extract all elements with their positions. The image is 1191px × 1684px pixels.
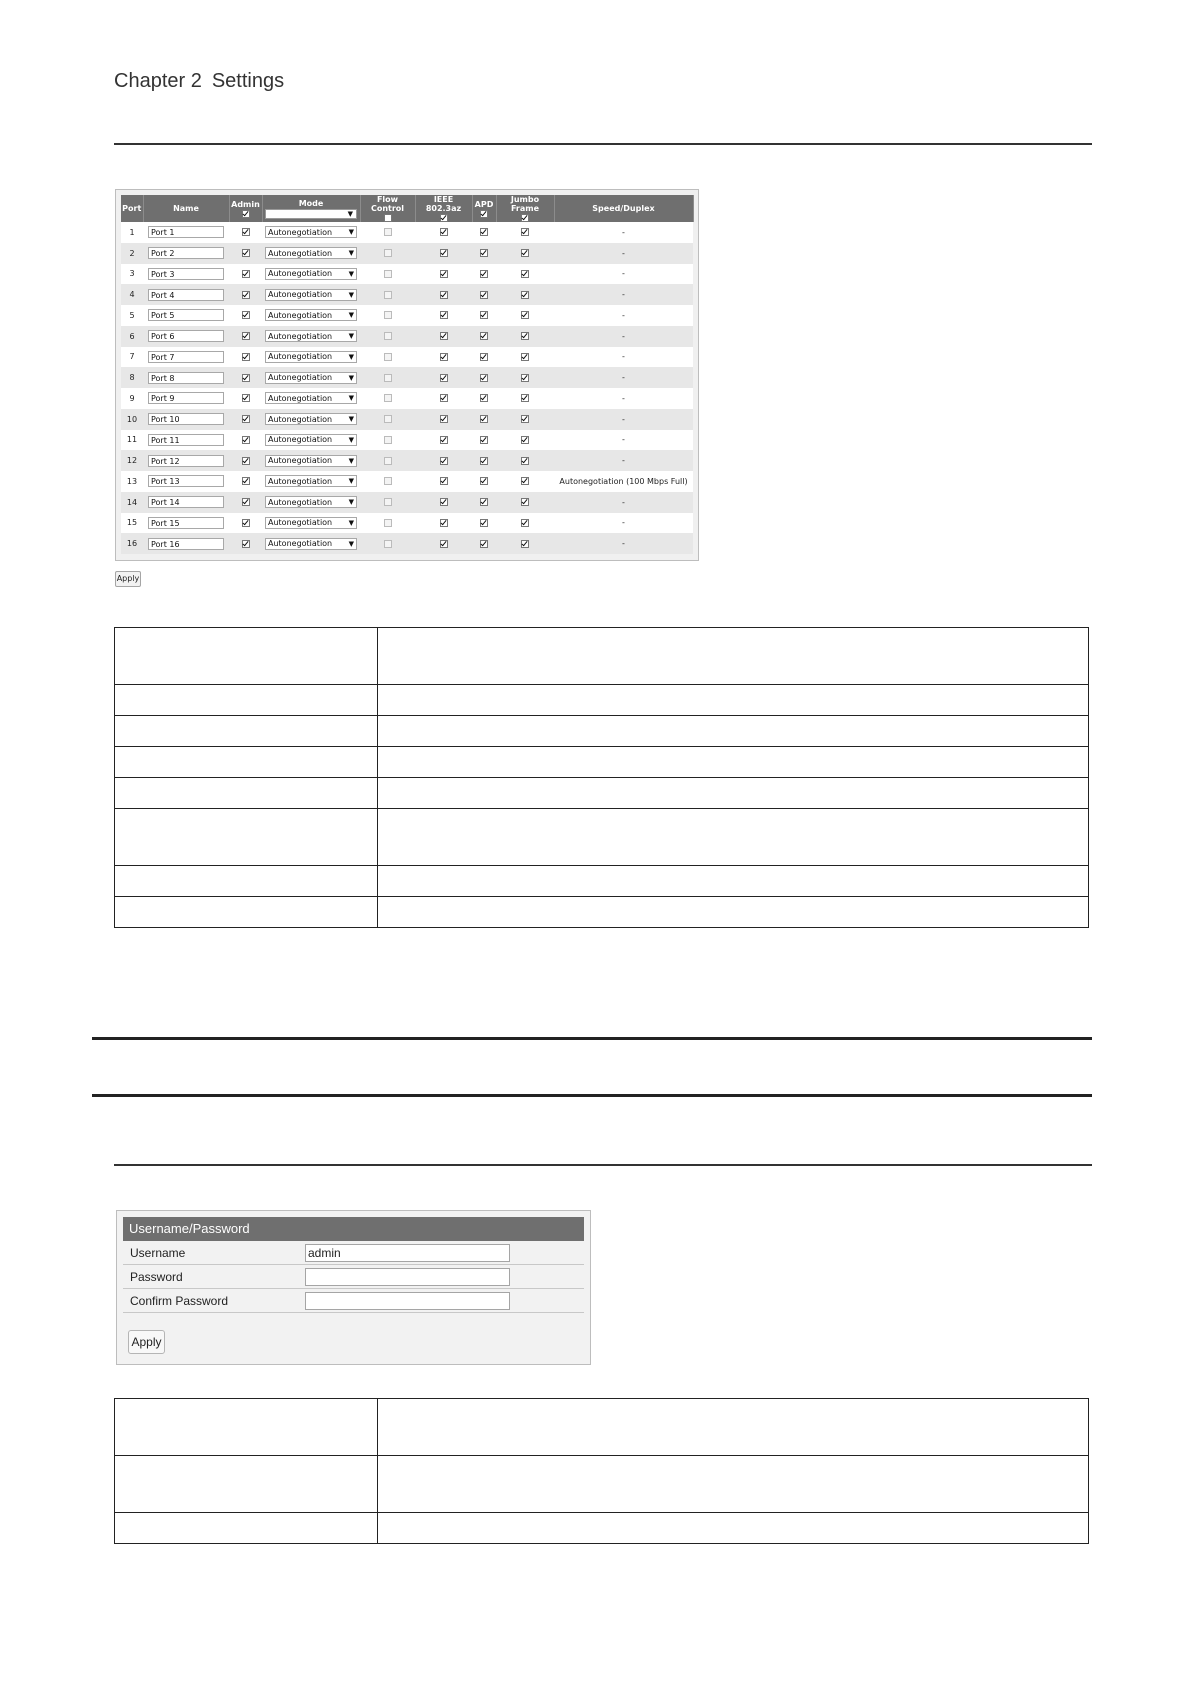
admin-checkbox[interactable] [242, 332, 250, 340]
mode-value: Autonegotiation [268, 227, 333, 237]
flow-control-checkbox[interactable] [384, 415, 392, 423]
dropdown-arrow-icon: ▼ [348, 373, 354, 382]
admin-checkbox[interactable] [242, 270, 250, 278]
mode-select[interactable] [265, 226, 357, 238]
admin-checkbox[interactable] [242, 415, 250, 423]
port-name-input[interactable]: Port 10 [148, 413, 224, 425]
dropdown-arrow-icon: ▼ [348, 539, 354, 548]
username-row [123, 1241, 584, 1265]
eee-all-checkbox[interactable] [440, 214, 448, 222]
mode-value: Autonegotiation [268, 456, 333, 466]
user-description-table [114, 1398, 1089, 1544]
apd-checkbox[interactable] [480, 394, 488, 402]
dropdown-arrow-icon: ▼ [348, 477, 354, 486]
admin-checkbox[interactable] [242, 394, 250, 402]
port-number: 13 [121, 471, 143, 492]
section-rule [114, 143, 1092, 145]
port-number: 1 [121, 222, 143, 243]
dropdown-arrow-icon: ▼ [348, 311, 354, 320]
jumbo-frame-checkbox[interactable] [521, 519, 529, 527]
admin-checkbox[interactable] [242, 228, 250, 236]
table-row [121, 347, 693, 368]
port-name-input[interactable]: Port 16 [148, 538, 224, 550]
table-row [121, 430, 693, 451]
dropdown-arrow-icon: ▼ [348, 435, 354, 444]
port-number: 10 [121, 409, 143, 430]
table-row [121, 243, 693, 264]
password-input[interactable] [305, 1268, 510, 1286]
dropdown-arrow-icon: ▼ [348, 332, 354, 341]
username-label: Username [130, 1246, 186, 1260]
admin-checkbox[interactable] [242, 477, 250, 485]
speed-duplex-value: - [554, 450, 693, 471]
eee-checkbox[interactable] [440, 477, 448, 485]
speed-duplex-value: - [554, 430, 693, 451]
dropdown-arrow-icon: ▼ [348, 518, 354, 527]
port-name-input[interactable]: Port 11 [148, 434, 224, 446]
table-row [121, 409, 693, 430]
jumbo-frame-checkbox[interactable] [521, 270, 529, 278]
col-eee: IEEE 802.3az [415, 195, 472, 222]
admin-checkbox[interactable] [242, 519, 250, 527]
apd-checkbox[interactable] [480, 249, 488, 257]
port-name-input[interactable]: Port 4 [148, 289, 224, 301]
chapter-heading [114, 70, 284, 93]
flow-control-checkbox[interactable] [384, 270, 392, 278]
panel-title: Username/Password [123, 1217, 584, 1241]
eee-checkbox[interactable] [440, 249, 448, 257]
port-name-input[interactable]: Port 2 [148, 247, 224, 259]
col-mode: Mode ▼ [262, 195, 360, 222]
port-settings-table [121, 195, 694, 554]
mode-select[interactable] [265, 455, 357, 467]
col-admin: Admin [229, 195, 262, 222]
flow-control-checkbox[interactable] [384, 353, 392, 361]
port-name-input[interactable]: Port 9 [148, 392, 224, 404]
table-row [121, 513, 693, 534]
user-apply-button[interactable]: Apply [128, 1330, 165, 1354]
apd-checkbox[interactable] [480, 374, 488, 382]
port-number: 12 [121, 450, 143, 471]
admin-checkbox[interactable] [242, 311, 250, 319]
confirm-password-row [123, 1289, 584, 1313]
dropdown-arrow-icon: ▼ [348, 394, 354, 403]
table-row [115, 866, 1089, 897]
jumbo-frame-checkbox[interactable] [521, 436, 529, 444]
speed-duplex-value: Autonegotiation (100 Mbps Full) [554, 471, 693, 492]
dropdown-arrow-icon: ▼ [348, 352, 354, 361]
col-flow-control: Flow Control [360, 195, 415, 222]
table-row [115, 685, 1089, 716]
port-number: 16 [121, 533, 143, 554]
apd-checkbox[interactable] [480, 228, 488, 236]
jumbo-frame-checkbox[interactable] [521, 374, 529, 382]
eee-checkbox[interactable] [440, 540, 448, 548]
dropdown-arrow-icon: ▼ [348, 249, 354, 258]
mode-value: Autonegotiation [268, 539, 333, 549]
table-row [121, 533, 693, 554]
mode-value: Autonegotiation [268, 518, 333, 528]
port-name-input[interactable]: Port 13 [148, 475, 224, 487]
flow-control-checkbox[interactable] [384, 291, 392, 299]
confirm-password-input[interactable] [305, 1292, 510, 1310]
flow-control-checkbox[interactable] [384, 374, 392, 382]
port-name-input[interactable]: Port 14 [148, 496, 224, 508]
admin-checkbox[interactable] [242, 436, 250, 444]
jumbo-frame-checkbox[interactable] [521, 394, 529, 402]
admin-checkbox[interactable] [242, 353, 250, 361]
table-row [115, 716, 1089, 747]
apd-checkbox[interactable] [480, 353, 488, 361]
flow-control-checkbox[interactable] [384, 498, 392, 506]
eee-checkbox[interactable] [440, 270, 448, 278]
port-name-input[interactable]: Port 6 [148, 330, 224, 342]
table-row [115, 1456, 1089, 1513]
port-name-input[interactable]: Port 8 [148, 372, 224, 384]
admin-checkbox[interactable] [242, 291, 250, 299]
port-number: 9 [121, 388, 143, 409]
table-row [115, 897, 1089, 928]
eee-checkbox[interactable] [440, 291, 448, 299]
table-row [115, 747, 1089, 778]
eee-checkbox[interactable] [440, 519, 448, 527]
mode-select[interactable] [265, 309, 357, 321]
eee-checkbox[interactable] [440, 353, 448, 361]
col-speed-duplex: Speed/Duplex [554, 195, 693, 222]
table-row [121, 284, 693, 305]
mode-select[interactable] [265, 372, 357, 384]
table-row [121, 326, 693, 347]
eee-checkbox[interactable] [440, 228, 448, 236]
section-rule-bottom [92, 1094, 1092, 1097]
dropdown-arrow-icon: ▼ [348, 269, 354, 278]
speed-duplex-value: - [554, 367, 693, 388]
port-number: 11 [121, 430, 143, 451]
table-header-row [121, 195, 693, 222]
mode-select[interactable] [265, 351, 357, 363]
dropdown-arrow-icon: ▼ [348, 498, 354, 507]
apd-checkbox[interactable] [480, 270, 488, 278]
mode-value: Autonegotiation [268, 435, 333, 445]
flow-control-checkbox[interactable] [384, 332, 392, 340]
speed-duplex-value: - [554, 305, 693, 326]
apd-checkbox[interactable] [480, 457, 488, 465]
eee-checkbox[interactable] [440, 498, 448, 506]
table-row [121, 471, 693, 492]
table-row [115, 809, 1089, 866]
speed-duplex-value: - [554, 326, 693, 347]
jumbo-frame-checkbox[interactable] [521, 228, 529, 236]
table-row [121, 492, 693, 513]
dropdown-arrow-icon: ▼ [348, 456, 354, 465]
chapter-title: Settings [211, 70, 285, 92]
mode-value: Autonegotiation [268, 393, 333, 403]
mode-value: Autonegotiation [268, 497, 333, 507]
jumbo-frame-checkbox[interactable] [521, 415, 529, 423]
port-number: 5 [121, 305, 143, 326]
flow-control-all-checkbox[interactable] [384, 214, 392, 222]
eee-checkbox[interactable] [440, 374, 448, 382]
admin-checkbox[interactable] [242, 457, 250, 465]
table-row [121, 264, 693, 285]
eee-checkbox[interactable] [440, 457, 448, 465]
chapter-number: Chapter 2 [114, 70, 202, 92]
mode-select[interactable] [265, 268, 357, 280]
mode-select[interactable] [265, 538, 357, 550]
table-row [115, 1399, 1089, 1456]
port-name-input[interactable]: Port 3 [148, 268, 224, 280]
apd-checkbox[interactable] [480, 477, 488, 485]
port-description-table [114, 627, 1089, 928]
dropdown-arrow-icon: ▼ [348, 228, 354, 237]
section-rule-top [92, 1037, 1092, 1040]
table-row [115, 1513, 1089, 1544]
speed-duplex-value: - [554, 388, 693, 409]
port-name-input[interactable]: Port 5 [148, 309, 224, 321]
port-number: 4 [121, 284, 143, 305]
flow-control-checkbox[interactable] [384, 436, 392, 444]
table-row [121, 388, 693, 409]
flow-control-checkbox[interactable] [384, 394, 392, 402]
jumbo-frame-checkbox[interactable] [521, 540, 529, 548]
port-name-input[interactable]: Port 1 [148, 226, 224, 238]
table-row [121, 222, 693, 243]
mode-value: Autonegotiation [268, 248, 333, 258]
flow-control-checkbox[interactable] [384, 457, 392, 465]
speed-duplex-value: - [554, 243, 693, 264]
jumbo-frame-checkbox[interactable] [521, 353, 529, 361]
jumbo-all-checkbox[interactable] [521, 214, 529, 222]
jumbo-frame-checkbox[interactable] [521, 311, 529, 319]
mode-value: Autonegotiation [268, 310, 333, 320]
port-number: 2 [121, 243, 143, 264]
speed-duplex-value: - [554, 347, 693, 368]
admin-all-checkbox[interactable] [242, 210, 250, 218]
speed-duplex-value: - [554, 492, 693, 513]
admin-checkbox[interactable] [242, 498, 250, 506]
port-number: 3 [121, 264, 143, 285]
mode-value: Autonegotiation [268, 352, 333, 362]
eee-checkbox[interactable] [440, 311, 448, 319]
apd-checkbox[interactable] [480, 415, 488, 423]
flow-control-checkbox[interactable] [384, 540, 392, 548]
apd-checkbox[interactable] [480, 311, 488, 319]
apd-checkbox[interactable] [480, 332, 488, 340]
dropdown-arrow-icon: ▼ [348, 415, 354, 424]
eee-checkbox[interactable] [440, 436, 448, 444]
flow-control-checkbox[interactable] [384, 249, 392, 257]
admin-checkbox[interactable] [242, 249, 250, 257]
table-row [121, 305, 693, 326]
apd-checkbox[interactable] [480, 519, 488, 527]
eee-checkbox[interactable] [440, 332, 448, 340]
col-name: Name [143, 195, 229, 222]
jumbo-frame-checkbox[interactable] [521, 332, 529, 340]
speed-duplex-value: - [554, 513, 693, 534]
password-label: Password [130, 1270, 183, 1284]
port-name-input[interactable]: Port 12 [148, 455, 224, 467]
mode-select[interactable] [265, 496, 357, 508]
port-number: 15 [121, 513, 143, 534]
mode-select[interactable] [265, 247, 357, 259]
jumbo-frame-checkbox[interactable] [521, 249, 529, 257]
mode-select[interactable] [265, 413, 357, 425]
jumbo-frame-checkbox[interactable] [521, 457, 529, 465]
apd-checkbox[interactable] [480, 436, 488, 444]
col-port: Port [121, 195, 143, 222]
flow-control-checkbox[interactable] [384, 519, 392, 527]
apd-checkbox[interactable] [480, 498, 488, 506]
admin-checkbox[interactable] [242, 540, 250, 548]
confirm-password-label: Confirm Password [130, 1294, 229, 1308]
mode-value: Autonegotiation [268, 414, 333, 424]
mode-value: Autonegotiation [268, 269, 333, 279]
eee-checkbox[interactable] [440, 394, 448, 402]
apd-all-checkbox[interactable] [480, 210, 488, 218]
mode-select[interactable] [265, 330, 357, 342]
port-number: 8 [121, 367, 143, 388]
admin-checkbox[interactable] [242, 374, 250, 382]
speed-duplex-value: - [554, 284, 693, 305]
username-input[interactable]: admin [305, 1244, 510, 1262]
port-number: 14 [121, 492, 143, 513]
mode-value: Autonegotiation [268, 373, 333, 383]
port-number: 7 [121, 347, 143, 368]
flow-control-checkbox[interactable] [384, 228, 392, 236]
col-apd: APD [472, 195, 496, 222]
table-row [121, 367, 693, 388]
col-jumbo: Jumbo Frame [496, 195, 554, 222]
speed-duplex-value: - [554, 409, 693, 430]
subsection-rule [114, 1164, 1092, 1166]
port-name-input[interactable]: Port 7 [148, 351, 224, 363]
port-name-input[interactable]: Port 15 [148, 517, 224, 529]
port-number: 6 [121, 326, 143, 347]
flow-control-checkbox[interactable] [384, 477, 392, 485]
dropdown-arrow-icon: ▼ [348, 290, 354, 299]
mode-select[interactable] [265, 434, 357, 446]
mode-value: Autonegotiation [268, 331, 333, 341]
mode-value: Autonegotiation [268, 476, 333, 486]
mode-select[interactable] [265, 392, 357, 404]
speed-duplex-value: - [554, 264, 693, 285]
mode-select[interactable] [265, 289, 357, 301]
port-settings-panel [115, 189, 699, 561]
password-row [123, 1265, 584, 1289]
apd-checkbox[interactable] [480, 540, 488, 548]
speed-duplex-value: - [554, 222, 693, 243]
jumbo-frame-checkbox[interactable] [521, 498, 529, 506]
jumbo-frame-checkbox[interactable] [521, 291, 529, 299]
jumbo-frame-checkbox[interactable] [521, 477, 529, 485]
speed-duplex-value: - [554, 533, 693, 554]
mode-all-select[interactable]: ▼ [265, 209, 357, 219]
table-row [115, 628, 1089, 685]
eee-checkbox[interactable] [440, 415, 448, 423]
mode-select[interactable] [265, 517, 357, 529]
flow-control-checkbox[interactable] [384, 311, 392, 319]
mode-select[interactable] [265, 475, 357, 487]
apd-checkbox[interactable] [480, 291, 488, 299]
table-row [121, 450, 693, 471]
username-password-panel [116, 1210, 591, 1365]
port-apply-button[interactable]: Apply [115, 571, 141, 587]
table-row [115, 778, 1089, 809]
mode-value: Autonegotiation [268, 290, 333, 300]
